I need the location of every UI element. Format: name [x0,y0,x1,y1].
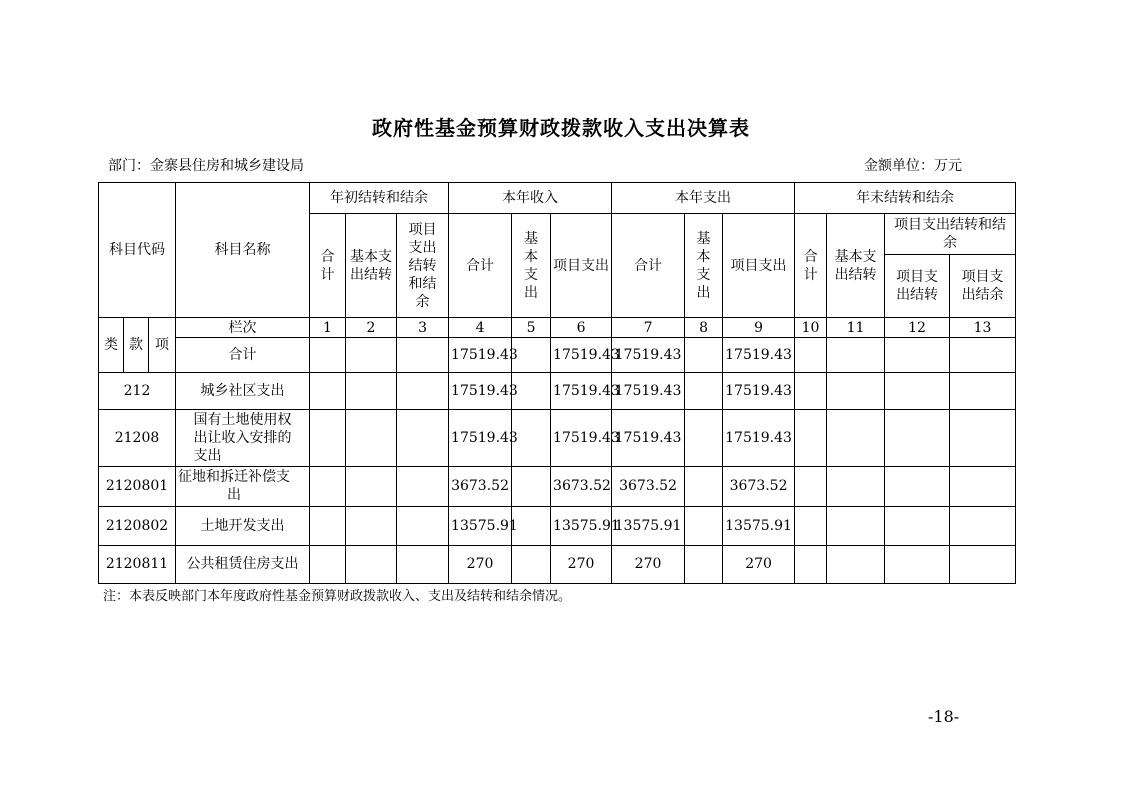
col-number: 12 [885,318,950,338]
cell: 17519.43 [612,338,685,373]
cell [885,545,950,583]
table-row [99,373,1016,409]
cell [795,466,827,506]
header-begin-total [310,214,346,318]
row-name [176,466,310,506]
cell [885,506,950,545]
row-name: 合计 [176,338,310,373]
table-row-total [99,338,1016,373]
cell: 17519.43 [723,338,795,373]
header-row-lanci [99,318,1016,338]
cell [310,409,346,466]
cell [685,409,723,466]
cell [950,466,1016,506]
cell: 17519.43 [612,409,685,466]
header-kuan: 款 [124,318,149,373]
cell [685,466,723,506]
cell: 17519.43 [551,409,612,466]
cell [827,466,885,506]
cell [346,545,397,583]
col-number: 9 [723,318,795,338]
header-end-basic-carry-text: 基本支出结转 [834,248,877,283]
header-subject-name: 科目名称 [176,183,310,318]
cell [346,409,397,466]
cell: 17519.43 [723,373,795,409]
header-begin-basic-carry [346,214,397,318]
row-code: 2120802 [99,506,176,545]
header-row-1 [99,183,1016,214]
header-income-total: 合计 [449,214,512,318]
header-xiang: 项 [149,318,176,373]
cell: 17519.43 [449,338,512,373]
col-number: 2 [346,318,397,338]
header-end-project-carry [885,255,950,318]
header-end-project-carry-surplus [885,214,1016,255]
table-note: 注：本表反映部门本年度政府性基金预算财政拨款收入、支出及结转和结余情况。 [103,589,572,604]
row-code: 21208 [99,409,176,466]
report-title: 政府性基金预算财政拨款收入支出决算表 [372,116,750,140]
cell [795,409,827,466]
page-number: -18- [928,707,960,726]
table-row [99,466,1016,506]
cell [885,338,950,373]
header-lei: 类 [99,318,124,373]
cell [346,373,397,409]
header-end-project-surplus-text: 项目支出结余 [961,269,1004,304]
header-end-basic-carry [827,214,885,318]
cell: 17519.43 [723,409,795,466]
header-expense-project-text: 项目支出 [730,257,787,274]
header-income-project-text: 项目支出 [553,257,610,274]
header-income-basic-text: 基本支出 [524,230,539,301]
header-end-total [795,214,827,318]
row-name [176,409,310,466]
department-label: 部门：金寨县住房和城乡建设局 [108,158,304,174]
cell [397,409,449,466]
cell: 270 [449,545,512,583]
col-number: 5 [512,318,551,338]
header-end-project-carry-text: 项目支出结转 [896,269,939,304]
cell [950,545,1016,583]
cell: 13575.91 [551,506,612,545]
cell [685,506,723,545]
cell [950,373,1016,409]
header-end-balance: 年末结转和结余 [795,183,1016,214]
row-name: 城乡社区支出 [176,373,310,409]
cell [827,545,885,583]
cell [795,545,827,583]
cell: 13575.91 [449,506,512,545]
cell: 17519.43 [449,409,512,466]
cell [310,373,346,409]
row-name: 公共租赁住房支出 [176,545,310,583]
cell [346,466,397,506]
cell: 13575.91 [723,506,795,545]
table-row [99,545,1016,583]
cell: 3673.52 [449,466,512,506]
header-subject-code: 科目代码 [99,183,176,318]
row-name: 土地开发支出 [176,506,310,545]
col-number: 7 [612,318,685,338]
cell [795,338,827,373]
header-begin-project-carry-surplus [397,214,449,318]
cell [795,506,827,545]
cell [827,338,885,373]
header-begin-project-text: 项目支出结转和结余 [408,221,437,310]
cell [310,506,346,545]
cell: 270 [723,545,795,583]
row-name-text: 征地和拆迁补偿支出 [178,469,291,504]
cell [685,373,723,409]
cell [512,466,551,506]
header-begin-total-text: 合计 [320,248,335,283]
cell [950,506,1016,545]
cell [310,545,346,583]
header-lanci: 栏次 [176,318,310,338]
row-name-text: 国有土地使用权出让收入安排的支出 [193,411,292,464]
col-number: 8 [685,318,723,338]
cell [795,373,827,409]
header-expense-project [723,214,795,318]
cell [512,545,551,583]
header-begin-basic-carry-text: 基本支出结转 [350,248,393,283]
col-number: 1 [310,318,346,338]
cell [950,338,1016,373]
header-begin-balance: 年初结转和结余 [310,183,449,214]
cell: 270 [551,545,612,583]
header-income: 本年收入 [449,183,612,214]
cell [885,409,950,466]
cell: 17519.43 [449,373,512,409]
cell: 270 [612,545,685,583]
header-end-total-text: 合计 [803,248,818,283]
cell [397,506,449,545]
cell: 3673.52 [551,466,612,506]
cell [397,545,449,583]
row-code: 2120801 [99,466,176,506]
col-number: 10 [795,318,827,338]
col-number: 13 [950,318,1016,338]
row-code: 2120811 [99,545,176,583]
header-expense-basic-text: 基本支出 [696,230,711,301]
cell [685,545,723,583]
header-expense-basic [685,214,723,318]
col-number: 4 [449,318,512,338]
cell: 17519.43 [551,338,612,373]
col-number: 11 [827,318,885,338]
header-expense: 本年支出 [612,183,795,214]
unit-label: 金额单位：万元 [864,158,962,174]
table-row [99,506,1016,545]
cell: 17519.43 [551,373,612,409]
cell: 13575.91 [612,506,685,545]
col-number: 6 [551,318,612,338]
header-end-project-surplus [950,255,1016,318]
cell [885,466,950,506]
cell [827,506,885,545]
header-income-basic [512,214,551,318]
cell [397,373,449,409]
cell [397,466,449,506]
cell [310,466,346,506]
header-income-project [551,214,612,318]
col-number: 3 [397,318,449,338]
cell [346,506,397,545]
cell [346,338,397,373]
budget-table [98,182,1016,584]
cell [950,409,1016,466]
cell: 3673.52 [723,466,795,506]
table-row [99,409,1016,466]
cell [827,409,885,466]
cell [827,373,885,409]
cell: 17519.43 [612,373,685,409]
header-expense-total: 合计 [612,214,685,318]
cell [685,338,723,373]
cell: 3673.52 [612,466,685,506]
cell [397,338,449,373]
header-end-project-text: 项目支出结转和结余 [894,217,1007,252]
row-code: 212 [99,373,176,409]
cell [310,338,346,373]
cell [885,373,950,409]
